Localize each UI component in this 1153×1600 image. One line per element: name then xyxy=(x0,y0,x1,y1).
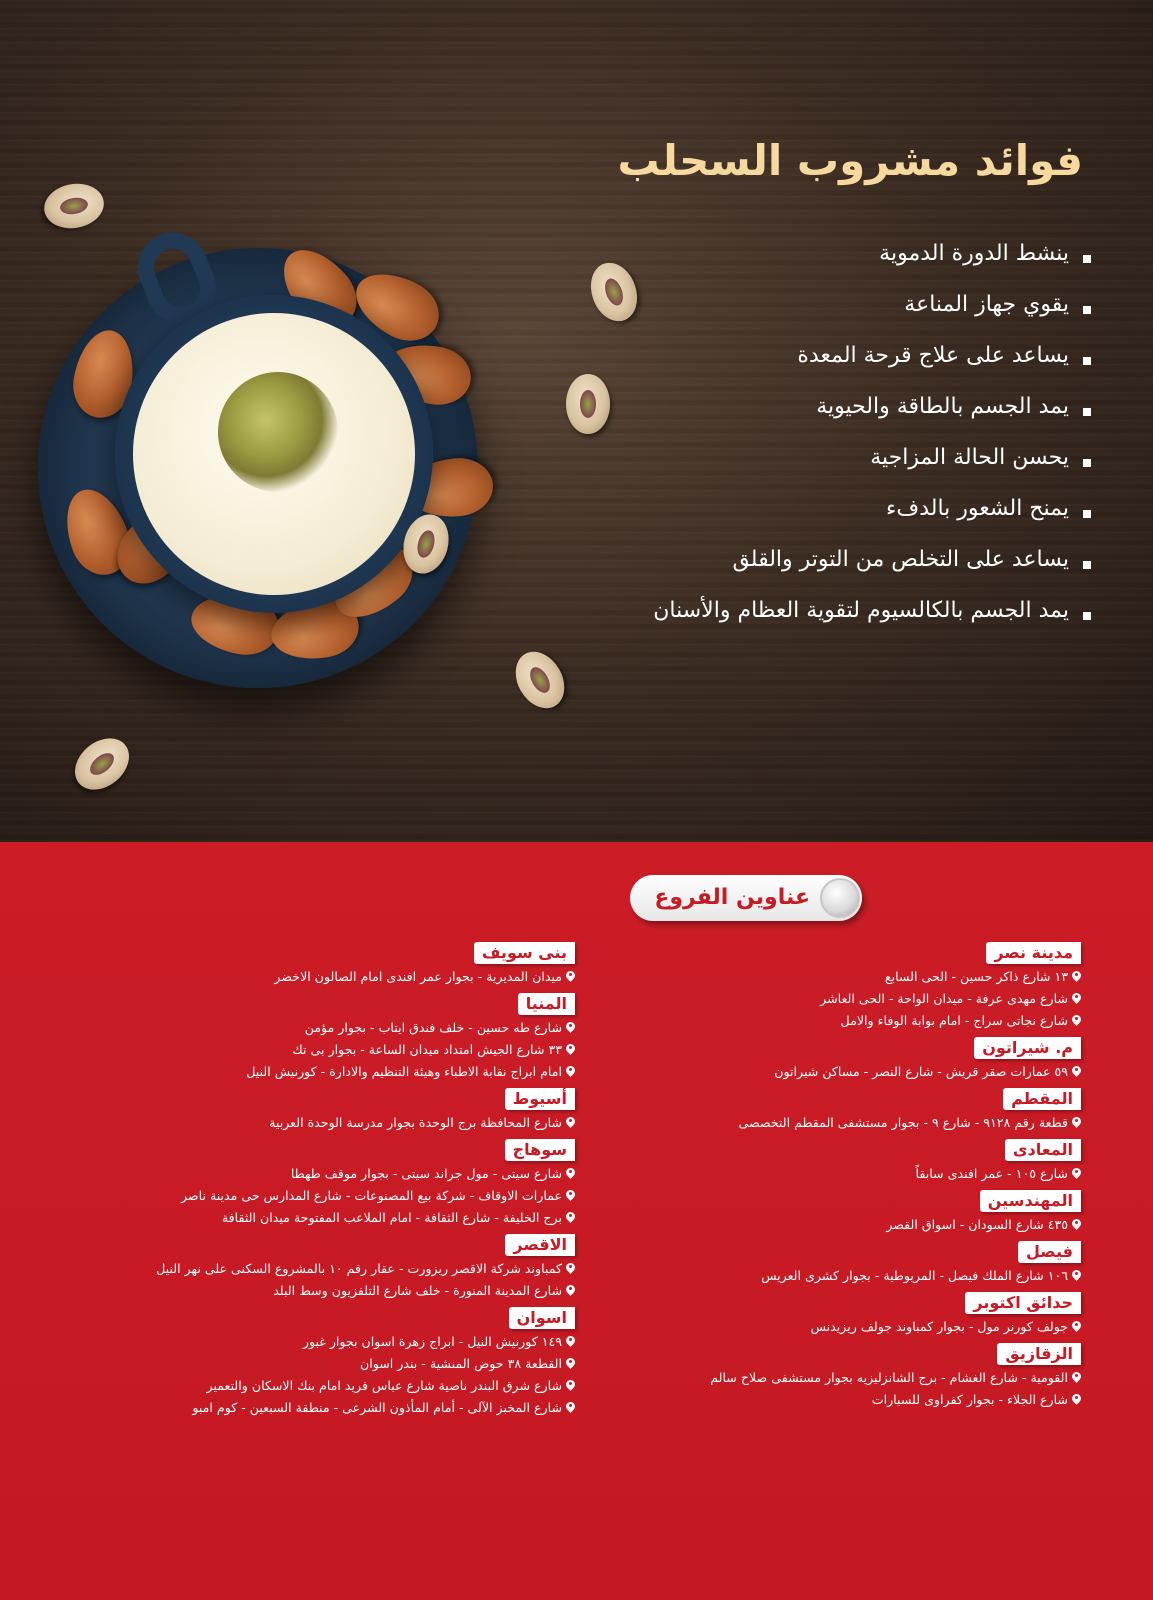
branch-address: شارع سيتى - مول جراند سيتى - بجوار موقف طهطا xyxy=(15,1163,575,1185)
pistachio-image xyxy=(583,256,645,327)
bullet-icon xyxy=(1083,612,1091,620)
bullet-icon xyxy=(1083,306,1091,314)
bullet-icon xyxy=(1083,408,1091,416)
city-name: حدائق اكتوبر xyxy=(965,1292,1081,1314)
pistachio-image xyxy=(41,179,108,233)
branch-address: كمباوند شركة الاقصر ريزورت - عقار رقم ١٠ بالمشروع السكنى على نهر النيل xyxy=(15,1258,575,1280)
city-name: الاقصر xyxy=(505,1234,575,1256)
branch-city xyxy=(15,1088,575,1134)
city-name: المقطم xyxy=(1003,1088,1081,1110)
benefit-text: يحسن الحالة المزاجية xyxy=(870,444,1069,470)
branch-address: ١٣ شارع ذاكر حسين - الحى السابع xyxy=(561,966,1081,988)
location-pin-icon xyxy=(1072,1219,1081,1231)
location-pin-icon xyxy=(566,1285,575,1297)
city-name: فيصل xyxy=(1018,1241,1081,1263)
benefit-item xyxy=(653,330,1091,381)
benefit-text: يساعد على التخلص من التوتر والقلق xyxy=(732,546,1069,572)
location-pin-icon xyxy=(566,1117,575,1129)
city-name: أسيوط xyxy=(505,1088,575,1110)
branch-address: ١٤٩ كورنيش النيل - ابراج زهرة اسوان بجوار غبور xyxy=(15,1331,575,1353)
branch-city xyxy=(561,1241,1081,1287)
branch-address: شارع المخبز الآلى - أمام المأذون الشرعى - منطقة السبعين - كوم امبو xyxy=(15,1397,575,1419)
location-pin-icon xyxy=(566,1022,575,1034)
city-name: اسوان xyxy=(509,1307,575,1329)
bullet-icon xyxy=(1083,357,1091,365)
branches-title: عناوين الفروع xyxy=(654,885,810,910)
branch-address: ميدان المديرية - بجوار عمر افندى امام الصالون الاخضر xyxy=(15,966,575,988)
branch-address: ٣٣ شارع الجيش امتداد ميدان الساعة - بجوار بى تك xyxy=(15,1039,575,1061)
branch-address: القطعة ٣٨ حوض المنشية - بندر اسوان xyxy=(15,1353,575,1375)
location-pin-icon xyxy=(566,1358,575,1370)
branch-city xyxy=(561,1343,1081,1411)
location-pin-icon xyxy=(1072,1168,1081,1180)
benefit-item xyxy=(653,381,1091,432)
branch-address: ٤٣٥ شارع السودان - اسواق القصر xyxy=(561,1214,1081,1236)
benefit-item xyxy=(653,228,1091,279)
city-name: المنيا xyxy=(518,993,575,1015)
branch-city xyxy=(561,1037,1081,1083)
location-pin-icon xyxy=(566,1402,575,1414)
location-pin-icon xyxy=(566,1066,575,1078)
location-pin-icon xyxy=(566,971,575,983)
city-name: سوهاج xyxy=(505,1139,575,1161)
branch-city xyxy=(561,1292,1081,1338)
city-name: المعادى xyxy=(1005,1139,1081,1161)
benefit-text: يساعد على علاج قرحة المعدة xyxy=(797,342,1069,368)
branch-city xyxy=(561,1139,1081,1185)
branches-title-badge xyxy=(630,875,862,921)
location-pin-icon xyxy=(1072,1372,1081,1384)
location-pin-icon xyxy=(566,1336,575,1348)
location-pin-icon xyxy=(566,1263,575,1275)
branch-city xyxy=(15,1234,575,1302)
benefit-text: يمد الجسم بالطاقة والحيوية xyxy=(816,393,1069,419)
branch-address: قطعة رقم ٩١٢٨ - شارع ٩ - بجوار مستشفى المقطم التخصصى xyxy=(561,1112,1081,1134)
location-pin-icon xyxy=(1072,1015,1081,1027)
location-pin-icon xyxy=(1072,1270,1081,1282)
city-name: المهندسين xyxy=(980,1190,1081,1212)
branch-city xyxy=(561,1190,1081,1236)
location-pin-icon xyxy=(820,878,860,918)
city-name: مدينة نصر xyxy=(986,942,1081,964)
branch-city xyxy=(561,1088,1081,1134)
location-pin-icon xyxy=(1072,1394,1081,1406)
city-name: بنى سويف xyxy=(474,942,575,964)
location-pin-icon xyxy=(1072,993,1081,1005)
pistachio-image xyxy=(566,374,610,434)
pistachio-topping-image xyxy=(218,372,338,492)
benefit-item xyxy=(653,432,1091,483)
branch-address: شارع مهدى عرفة - ميدان الواحة - الحى العاشر xyxy=(561,988,1081,1010)
branch-address: شارع المدينة المنورة - خلف شارع التلفزيون وسط البلد xyxy=(15,1280,575,1302)
benefit-item xyxy=(653,585,1091,636)
branch-address: شارع نجاتى سراج - امام بوابة الوفاء والامل xyxy=(561,1010,1081,1032)
bullet-icon xyxy=(1083,459,1091,467)
branch-address: شارع الجلاء - بجوار كفراوى للسيارات xyxy=(561,1389,1081,1411)
branch-city xyxy=(15,942,575,988)
bullet-icon xyxy=(1083,510,1091,518)
branch-city xyxy=(15,1307,575,1419)
branch-address: امام ابراج نقابة الاطباء وهيئة التنظيم والادارة - كورنيش النيل xyxy=(15,1061,575,1083)
benefit-text: يقوي جهاز المناعة xyxy=(904,291,1069,317)
branch-city xyxy=(15,993,575,1083)
location-pin-icon xyxy=(1072,1066,1081,1078)
pistachio-image xyxy=(506,643,574,717)
benefit-text: ينشط الدورة الدموية xyxy=(879,240,1069,266)
branch-address: ١٠٦ شارع الملك فيصل - المريوطية - بجوار كشرى العريس xyxy=(561,1265,1081,1287)
branch-address: ٥٩ عمارات صقر قريش - شارع النصر - مساكن شيراتون xyxy=(561,1061,1081,1083)
branch-address: القومية - شارع الغشام - برج الشانزليزيه بجوار مستشفى صلاح سالم xyxy=(561,1367,1081,1389)
bullet-icon xyxy=(1083,255,1091,263)
city-name: م. شيراتون xyxy=(974,1037,1081,1059)
location-pin-icon xyxy=(566,1168,575,1180)
location-pin-icon xyxy=(1072,1321,1081,1333)
location-pin-icon xyxy=(566,1380,575,1392)
branch-address: جولف كورنر مول - بجوار كمباوند جولف ريزيدنس xyxy=(561,1316,1081,1338)
location-pin-icon xyxy=(566,1044,575,1056)
location-pin-icon xyxy=(566,1212,575,1224)
branch-city xyxy=(15,1139,575,1229)
city-name: الزقازيق xyxy=(997,1343,1081,1365)
location-pin-icon xyxy=(1072,1117,1081,1129)
branch-address: شارع ١٠٥ - عمر افندى سابقاً xyxy=(561,1163,1081,1185)
benefit-text: يمد الجسم بالكالسيوم لتقوية العظام والأسنان xyxy=(653,597,1069,623)
benefits-list xyxy=(653,228,1091,636)
branch-address: برج الخليفة - شارع الثقافة - امام الملاعب المفتوحة ميدان الثقافة xyxy=(15,1207,575,1229)
benefit-item xyxy=(653,534,1091,585)
pistachio-image xyxy=(65,728,139,800)
branch-city xyxy=(561,942,1081,1032)
branches-column-right xyxy=(561,940,1081,1416)
page-title: فوائد مشروب السحلب xyxy=(617,136,1083,185)
benefit-text: يمنح الشعور بالدفء xyxy=(886,495,1069,521)
benefit-item xyxy=(653,483,1091,534)
branch-address: عمارات الاوقاف - شركة بيع المصنوعات - شارع المدارس حى مدينة ناصر xyxy=(15,1185,575,1207)
branches-column-left xyxy=(15,940,575,1424)
benefit-item xyxy=(653,279,1091,330)
branch-address: شارع شرق البندر ناصية شارع عباس فريد امام بنك الاسكان والتعمير xyxy=(15,1375,575,1397)
bullet-icon xyxy=(1083,561,1091,569)
branch-address: شارع المحافظة برج الوحدة بجوار مدرسة الوحدة العربية xyxy=(15,1112,575,1134)
location-pin-icon xyxy=(1072,971,1081,983)
location-pin-icon xyxy=(566,1190,575,1202)
branch-address: شارع طه حسين - خلف فندق ايتاب - بجوار مؤمن xyxy=(15,1017,575,1039)
